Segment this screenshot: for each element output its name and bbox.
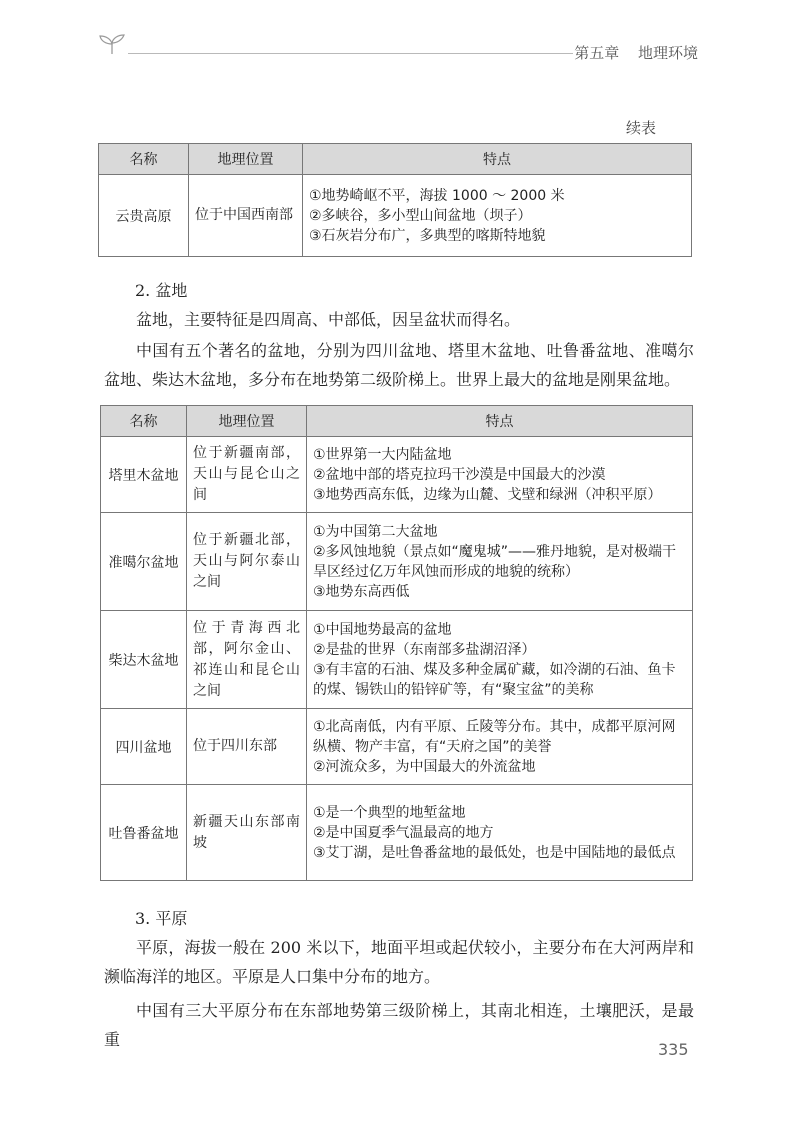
row-name: 吐鲁番盆地 xyxy=(101,785,187,881)
plateau-table xyxy=(98,143,692,257)
table-row xyxy=(101,709,693,785)
basin-table xyxy=(100,405,693,881)
header-features: 特点 xyxy=(303,144,692,175)
row-location: 位于新疆北部，天山与阿尔泰山之间 xyxy=(187,513,307,611)
table-header-row xyxy=(101,406,693,437)
row-location: 位于新疆南部，天山与昆仑山之间 xyxy=(187,437,307,513)
paragraph: 中国有三大平原分布在东部地势第三级阶梯上，其南北相连，土壤肥沃，是最重 xyxy=(104,1001,694,1049)
table-row xyxy=(101,437,693,513)
header-name: 名称 xyxy=(99,144,189,175)
page-number: 335 xyxy=(658,1040,689,1059)
row-features xyxy=(303,175,692,257)
row-features xyxy=(307,785,693,881)
row-location: 位于青海西北部，阿尔金山、祁连山和昆仑山之间 xyxy=(187,611,307,709)
continued-label: 续表 xyxy=(626,119,657,137)
table-row xyxy=(99,175,692,257)
header-features: 特点 xyxy=(307,406,693,437)
paragraph: 盆地，主要特征是四周高、中部低，因呈盆状而得名。 xyxy=(136,310,521,329)
row-name: 云贵高原 xyxy=(99,175,189,257)
row-features xyxy=(307,611,693,709)
feature-item: ②是盐的世界（东南部多盐湖沼泽） xyxy=(313,641,536,658)
row-features xyxy=(307,513,693,611)
feature-item: ①中国地势最高的盆地 xyxy=(313,621,452,638)
feature-item: ③有丰富的石油、煤及多种金属矿藏，如冷湖的石油、鱼卡的煤、锡铁山的铅锌矿等，有“聚宝盆”的美称 xyxy=(313,661,676,698)
feature-item: ②盆地中部的塔克拉玛干沙漠是中国最大的沙漠 xyxy=(313,466,606,483)
row-features xyxy=(307,437,693,513)
feature-item: ③地势西高东低，边缘为山麓、戈壁和绿洲（冲积平原） xyxy=(313,486,662,503)
paragraph: 中国有五个著名的盆地，分别为四川盆地、塔里木盆地、吐鲁番盆地、准噶尔盆地、柴达木盆地，多分布在地势第二级阶梯上。世界上最大的盆地是刚果盆地。 xyxy=(104,341,694,389)
paragraph: 平原，海拔一般在 200 米以下，地面平坦或起伏较小，主要分布在大河两岸和濒临海洋的地区。平原是人口集中分布的地方。 xyxy=(104,938,694,986)
row-name: 塔里木盆地 xyxy=(101,437,187,513)
feature-item: ③地势东高西低 xyxy=(313,583,410,600)
feature-item: ①是一个典型的地堑盆地 xyxy=(313,804,466,821)
table-row xyxy=(101,785,693,881)
table-header-row xyxy=(99,144,692,175)
feature-item: ①为中国第二大盆地 xyxy=(313,523,438,540)
row-features xyxy=(307,709,693,785)
running-header xyxy=(98,34,698,74)
row-location: 新疆天山东部南坡 xyxy=(187,785,307,881)
feature-item: ③艾丁湖，是吐鲁番盆地的最低处，也是中国陆地的最低点 xyxy=(313,844,676,861)
feature-item: ②多风蚀地貌（景点如“魔鬼城”——雅丹地貌，是对极端干旱区经过亿万年风蚀而形成的地貌的统称） xyxy=(313,543,677,580)
feature-item: ①世界第一大内陆盆地 xyxy=(313,446,452,463)
feature-item: ①北高南低，内有平原、丘陵等分布。其中，成都平原河网纵横、物产丰富，有“天府之国”的美誉 xyxy=(313,718,676,755)
row-name: 柴达木盆地 xyxy=(101,611,187,709)
row-name: 准噶尔盆地 xyxy=(101,513,187,611)
header-location: 地理位置 xyxy=(187,406,307,437)
feature-item: ①地势崎岖不平，海拔 1000 ～ 2000 米 xyxy=(309,187,565,204)
feature-item: ②多峡谷，多小型山间盆地（坝子） xyxy=(309,207,532,224)
header-rule xyxy=(128,53,573,54)
feature-item: ②河流众多，为中国最大的外流盆地 xyxy=(313,758,536,775)
table-row xyxy=(101,513,693,611)
sprout-icon xyxy=(98,34,126,56)
section-heading-plain: 3. 平原 xyxy=(135,909,188,928)
row-location: 位于中国西南部 xyxy=(189,175,303,257)
header-location: 地理位置 xyxy=(189,144,303,175)
feature-item: ③石灰岩分布广，多典型的喀斯特地貌 xyxy=(309,227,546,244)
row-location: 位于四川东部 xyxy=(187,709,307,785)
feature-item: ②是中国夏季气温最高的地方 xyxy=(313,824,494,841)
row-name: 四川盆地 xyxy=(101,709,187,785)
chapter-number: 第五章 xyxy=(574,44,620,62)
chapter-title: 地理环境 xyxy=(637,44,698,62)
section-heading-basin: 2. 盆地 xyxy=(135,281,188,300)
table-row xyxy=(101,611,693,709)
chapter-label xyxy=(560,42,698,63)
header-name: 名称 xyxy=(101,406,187,437)
